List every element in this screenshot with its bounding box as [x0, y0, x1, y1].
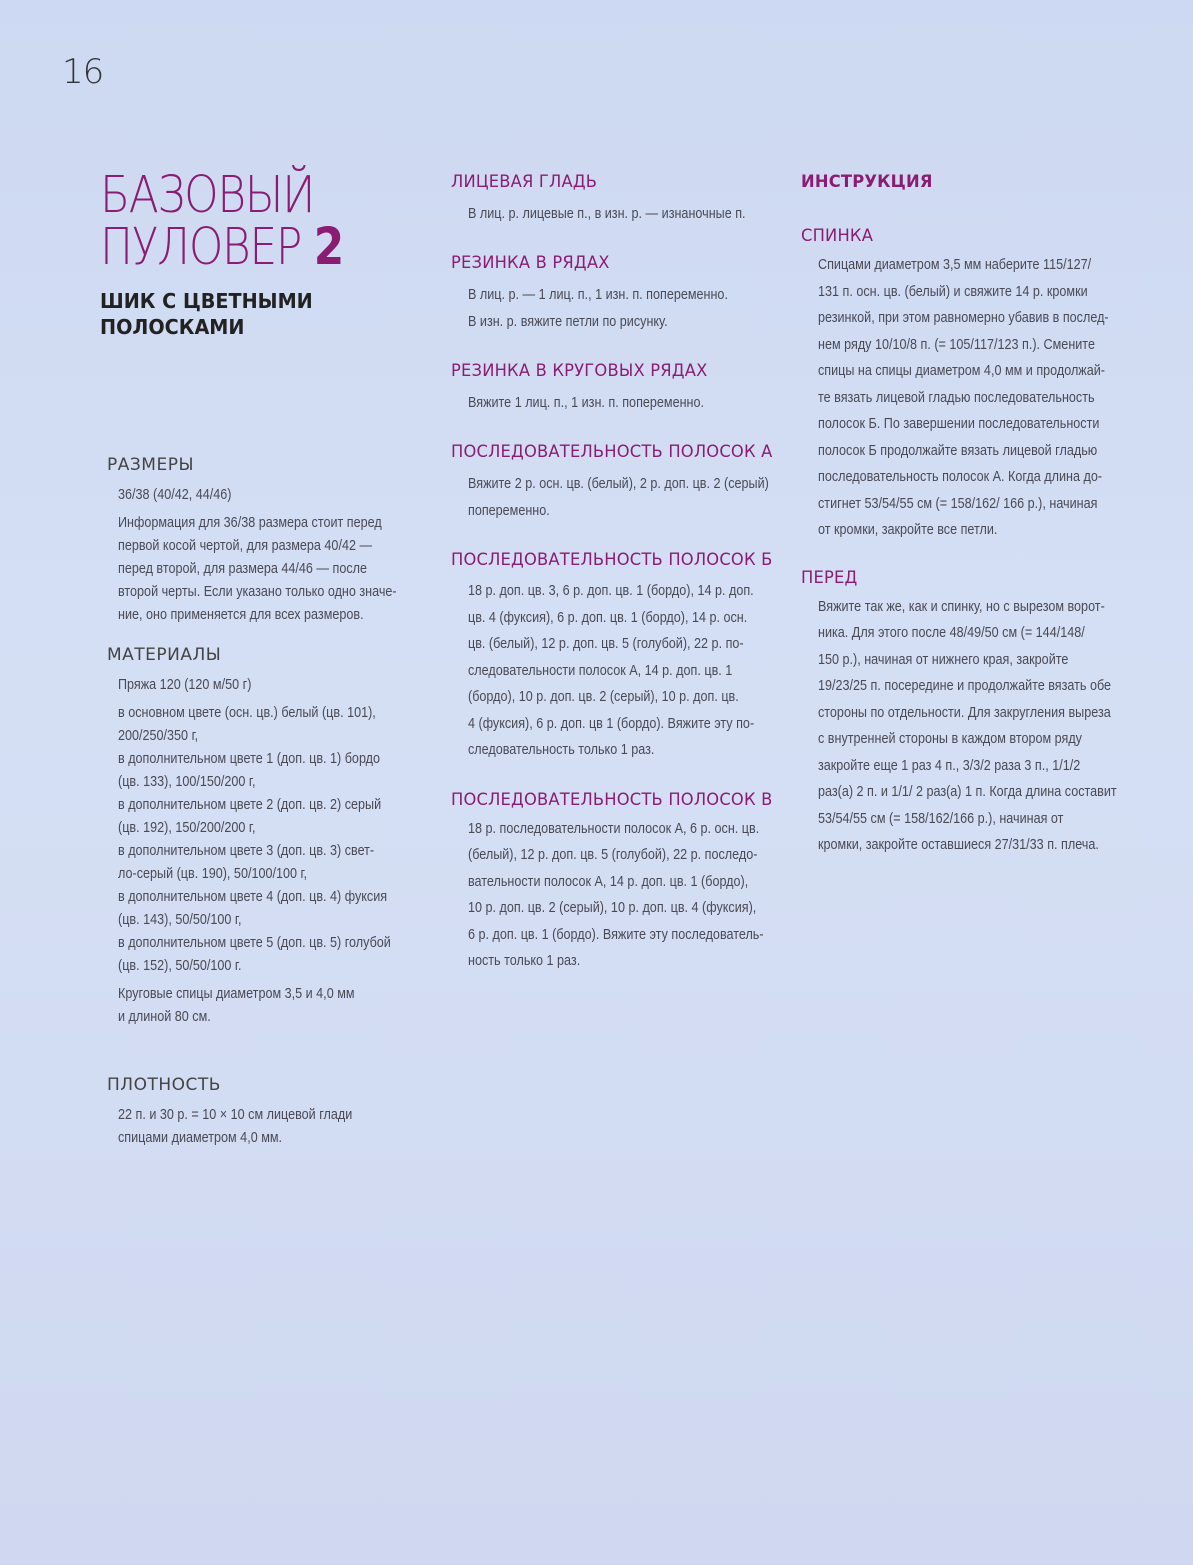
- sizes-note-line: перед второй, для размера 44/46 — после: [118, 560, 368, 577]
- back-line: те вязать лицевой гладью последовательность: [818, 388, 1095, 406]
- sizes-note-line: первой косой чертой, для размера 40/42 —: [118, 537, 373, 554]
- materials-color-line: (цв. 192), 150/200/200 г,: [118, 819, 256, 836]
- front-section: [801, 568, 1141, 859]
- stripes-b-line: следовательности полосок А, 14 р. доп. цв. 1: [468, 661, 733, 679]
- stripes-v-line: ность только 1 раз.: [468, 952, 581, 969]
- materials-heading: МАТЕРИАЛЫ: [107, 645, 222, 665]
- stripes-b-line: цв. (белый), 12 р. доп. цв. 5 (голубой), 22 р. по-: [468, 635, 744, 652]
- back-line: от кромки, закройте все петли.: [818, 521, 998, 538]
- sizes-note-line: ние, оно применяется для всех размеров.: [118, 606, 364, 623]
- stripes-b-line: следовательность только 1 раз.: [468, 741, 655, 758]
- front-line: закройте еще 1 раз 4 п., 3/3/2 раза 3 п., 1/1/2: [818, 756, 1081, 774]
- rib-rows-heading: РЕЗИНКА В РЯДАХ: [451, 253, 610, 273]
- front-line: с внутренней стороны в каждом втором ряду: [818, 730, 1082, 747]
- sizes-value: 36/38 (40/42, 44/46): [118, 486, 232, 503]
- materials-color-line: ло-серый (цв. 190), 50/100/100 г,: [118, 865, 308, 882]
- stripes-v-line: 10 р. доп. цв. 2 (серый), 10 р. доп. цв. 4 (фуксия),: [468, 899, 757, 916]
- gauge-section: [107, 1075, 437, 1149]
- stitch-section: [451, 172, 781, 227]
- materials-color-line: в дополнительном цвете 3 (доп. цв. 3) свет-: [118, 842, 375, 859]
- rib-rows-section: [451, 253, 781, 335]
- materials-needles: [118, 982, 386, 1028]
- sizes-note-line: второй черты. Если указано только одно значе-: [118, 583, 397, 600]
- rib-rows-line: В лиц. р. — 1 лиц. п., 1 изн. п. попеременно.: [468, 286, 728, 303]
- gauge-line: 22 п. и 30 р. = 10 × 10 см лицевой глади: [118, 1106, 353, 1123]
- left-column: [107, 455, 437, 1028]
- materials-body: [118, 673, 391, 1028]
- back-heading: СПИНКА: [801, 226, 874, 246]
- stripes-v-line: (белый), 12 р. доп. цв. 5 (голубой), 22 р. последо-: [468, 846, 758, 863]
- title-number: 2: [313, 218, 343, 277]
- materials-needle-line: и длиной 80 см.: [118, 1008, 211, 1025]
- sizes-body: [118, 483, 397, 626]
- stripes-b-body: [468, 578, 755, 764]
- front-heading: ПЕРЕД: [801, 567, 858, 588]
- front-line: ника. Для этого после 48/49/50 см (= 144/148/: [818, 624, 1085, 641]
- materials-color-line: в основном цвете (осн. цв.) белый (цв. 101),: [118, 704, 376, 721]
- materials-color-line: (цв. 152), 50/50/100 г.: [118, 957, 242, 974]
- front-line: раз(а) 2 п. и 1/1/ 2 раз(а) 1 п. Когда длина составит: [818, 783, 1117, 800]
- back-body: [818, 252, 1109, 544]
- rib-rows-line: В изн. р. вяжите петли по рисунку.: [468, 313, 668, 330]
- gauge-body: [118, 1103, 386, 1149]
- stripes-a-section: [451, 442, 781, 524]
- sizes-note-line: Информация для 36/38 размера стоит перед: [118, 514, 382, 531]
- front-line: 150 р.), начиная от нижнего края, закройте: [818, 650, 1069, 668]
- page-number: 16: [62, 52, 104, 92]
- materials-color-line: 200/250/350 г,: [118, 727, 199, 744]
- sizes-section: [107, 455, 437, 626]
- instructions-heading: ИНСТРУКЦИЯ: [801, 172, 933, 192]
- back-line: Спицами диаметром 3,5 мм наберите 115/127/: [818, 256, 1092, 273]
- materials-needle-line: Круговые спицы диаметром 3,5 и 4,0 мм: [118, 985, 355, 1002]
- stripes-v-line: 18 р. последовательности полосок А, 6 р. осн. цв.: [468, 819, 760, 837]
- gauge-heading: ПЛОТНОСТЬ: [107, 1075, 221, 1095]
- subtitle-line: ШИК С ЦВЕТНЫМИ: [100, 289, 313, 313]
- back-line: стигнет 53/54/55 см (= 158/162/ 166 р.), начиная: [818, 494, 1098, 512]
- stripes-b-section: [451, 550, 781, 764]
- back-section: [801, 226, 1141, 544]
- front-line: 53/54/55 см (= 158/162/166 р.), начиная от: [818, 809, 1064, 827]
- back-line: полосок Б продолжайте вязать лицевой гладью: [818, 441, 1098, 459]
- back-line: резинкой, при этом равномерно убавив в послед-: [818, 309, 1109, 326]
- gauge-line: спицами диаметром 4,0 мм.: [118, 1129, 283, 1146]
- stripes-v-body: [468, 816, 764, 975]
- title-line-2: [100, 218, 384, 277]
- materials-color-line: в дополнительном цвете 5 (доп. цв. 5) голубой: [118, 934, 391, 951]
- front-line: кромки, закройте оставшиеся 27/31/33 п. плеча.: [818, 836, 1099, 853]
- front-body: [818, 594, 1117, 859]
- stitch-line: В лиц. р. лицевые п., в изн. р. — изнаночные п.: [468, 205, 746, 222]
- materials-color-line: в дополнительном цвете 4 (доп. цв. 4) фуксия: [118, 888, 388, 905]
- back-line: полосок Б. По завершении последовательности: [818, 415, 1100, 432]
- back-line: нем ряду 10/10/8 п. (= 105/117/123 п.). Смените: [818, 335, 1095, 353]
- subtitle: [100, 288, 417, 340]
- stitch-body: [468, 200, 746, 227]
- materials-color-line: в дополнительном цвете 1 (доп. цв. 1) бордо: [118, 750, 381, 767]
- stripes-a-line: попеременно.: [468, 502, 550, 519]
- middle-column: [451, 172, 781, 975]
- stripes-a-body: [468, 470, 769, 524]
- materials-yarn: Пряжа 120 (120 м/50 г): [118, 676, 252, 693]
- title-block: [100, 166, 430, 340]
- front-line: стороны по отдельности. Для закругления выреза: [818, 703, 1111, 721]
- front-line: Вяжите так же, как и спинку, но с вырезом ворот-: [818, 597, 1105, 615]
- rib-round-body: [468, 389, 731, 416]
- materials-color-line: (цв. 133), 100/150/200 г,: [118, 773, 256, 790]
- stripes-b-line: цв. 4 (фуксия), 6 р. доп. цв. 1 (бордо), 14 р. осн.: [468, 608, 748, 626]
- subtitle-line: ПОЛОСКАМИ: [100, 315, 245, 339]
- stripes-a-heading: ПОСЛЕДОВАТЕЛЬНОСТЬ ПОЛОСОК А: [451, 442, 773, 462]
- back-line: 131 п. осн. цв. (белый) и свяжите 14 р. кромки: [818, 282, 1088, 300]
- materials-color-line: в дополнительном цвете 2 (доп. цв. 2) серый: [118, 796, 382, 813]
- rib-rows-body: [468, 281, 731, 335]
- stripes-v-heading: ПОСЛЕДОВАТЕЛЬНОСТЬ ПОЛОСОК В: [451, 789, 773, 810]
- rib-round-section: [451, 361, 781, 416]
- stripes-v-section: [451, 790, 781, 975]
- stripes-b-heading: ПОСЛЕДОВАТЕЛЬНОСТЬ ПОЛОСОК Б: [451, 550, 773, 570]
- stripes-b-line: 18 р. доп. цв. 3, 6 р. доп. цв. 1 (бордо), 14 р. доп.: [468, 582, 754, 599]
- stripes-b-line: 4 (фуксия), 6 р. доп. цв 1 (бордо). Вяжите эту по-: [468, 714, 755, 732]
- stitch-heading: ЛИЦЕВАЯ ГЛАДЬ: [451, 172, 598, 192]
- stripes-b-line: (бордо), 10 р. доп. цв. 2 (серый), 10 р. доп. цв.: [468, 688, 739, 705]
- back-line: последовательность полосок А. Когда длина до-: [818, 468, 1103, 485]
- materials-color-line: (цв. 143), 50/50/100 г,: [118, 911, 242, 928]
- sizes-heading: РАЗМЕРЫ: [107, 455, 194, 475]
- stripes-v-line: 6 р. доп. цв. 1 (бордо). Вяжите эту последователь-: [468, 925, 764, 943]
- title-word: ПУЛОВЕР: [100, 218, 302, 277]
- rib-round-line: Вяжите 1 лиц. п., 1 изн. п. попеременно.: [468, 394, 705, 411]
- back-line: спицы на спицы диаметром 4,0 мм и продолжай-: [818, 362, 1105, 379]
- stripes-v-line: вательности полосок А, 14 р. доп. цв. 1 (бордо),: [468, 872, 749, 890]
- materials-section: [107, 645, 437, 1028]
- materials-colors: [118, 701, 391, 977]
- title-line-1: БАЗОВЫЙ: [100, 166, 315, 225]
- rib-round-heading: РЕЗИНКА В КРУГОВЫХ РЯДАХ: [451, 361, 708, 381]
- stripes-a-line: Вяжите 2 р. осн. цв. (белый), 2 р. доп. цв. 2 (серый): [468, 475, 769, 492]
- front-line: 19/23/25 п. посередине и продолжайте вязать обе: [818, 677, 1112, 694]
- right-column: [801, 172, 1141, 859]
- sizes-note: [118, 511, 397, 626]
